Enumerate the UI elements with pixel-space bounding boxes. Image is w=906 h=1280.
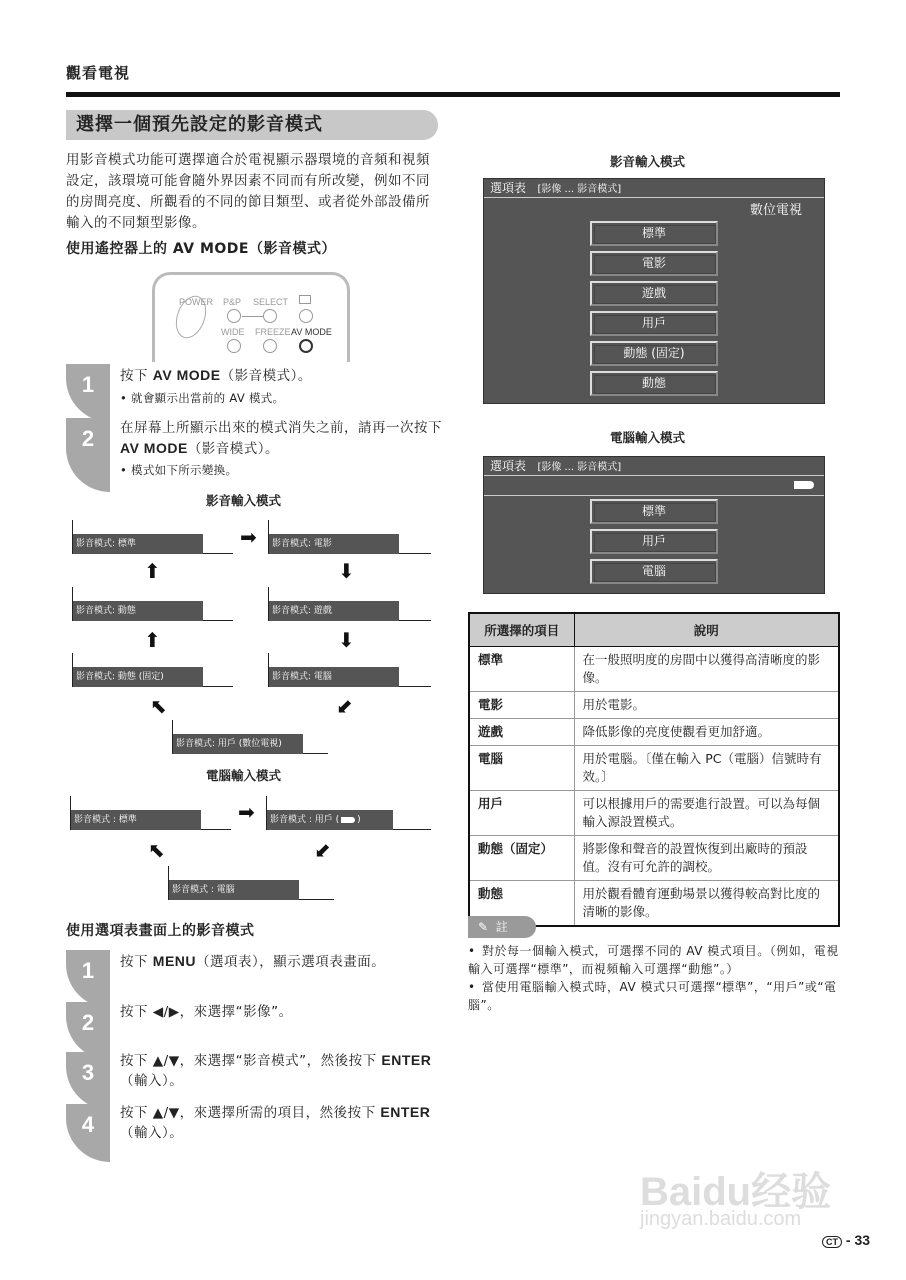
- remote-label-avmode: AV MODE: [291, 327, 332, 337]
- arrow-down-left-icon: ⬋: [336, 694, 353, 718]
- table-row: [469, 646, 839, 691]
- column-header: 所選擇的項目: [469, 613, 574, 646]
- remote-label-wide: WIDE: [221, 327, 245, 337]
- table-cell-item: 用戶: [469, 790, 574, 835]
- mode-box: 影音模式: 用戶 (數位電視): [172, 720, 327, 754]
- table-cell-item: 動態（固定）: [469, 835, 574, 880]
- table-cell-item: 動態: [469, 880, 574, 926]
- remote-label-freeze: FREEZE: [255, 327, 291, 337]
- column-header: 說明: [574, 613, 839, 646]
- table-cell-desc: 用於電腦。〔僅在輸入 PC（電腦）信號時有效。〕: [574, 745, 839, 790]
- section-label: 觀看電視: [66, 64, 131, 82]
- table-cell-desc: 用於觀看體育運動場景以獲得較高對比度的清晰的影像。: [574, 880, 839, 926]
- table-row: [469, 745, 839, 790]
- menu-option-standard[interactable]: 標準: [590, 221, 718, 246]
- teletext-icon: [299, 295, 311, 304]
- mode-description-table: [468, 612, 840, 927]
- step-bullet: • 模式如下所示變換。: [120, 463, 238, 477]
- step-badge: 1: [66, 950, 110, 1008]
- menu-option-pc[interactable]: 電腦: [590, 559, 718, 584]
- remote-illustration: [152, 272, 350, 362]
- flow-title-av: 影音輸入模式: [206, 493, 282, 508]
- arrow-right-icon: ➡: [238, 800, 255, 824]
- table-cell-desc: 可以根據用戶的需要進行設置。可以為每個輸入源設置模式。: [574, 790, 839, 835]
- table-cell-desc: 用於電影。: [574, 691, 839, 718]
- input-source-label: 數位電視: [749, 203, 802, 218]
- table-cell-item: 標準: [469, 646, 574, 691]
- mode-box: 影音模式: 電腦: [268, 653, 430, 687]
- screen-title-av: 影音輸入模式: [610, 154, 686, 169]
- step-badge: 4: [66, 1104, 110, 1162]
- page-title: 選擇一個預先設定的影音模式: [66, 110, 438, 140]
- pencil-icon: ✎: [478, 920, 489, 934]
- menu-header: 選項表 [影像 ... 影音模式]: [484, 179, 824, 198]
- pp-button[interactable]: [227, 309, 241, 323]
- arrow-down-left-icon: ⬋: [314, 838, 331, 862]
- remote-label-select: SELECT: [253, 297, 289, 307]
- table-cell-item: 電影: [469, 691, 574, 718]
- step-badge: 3: [66, 1052, 110, 1110]
- note-label: ✎ 註: [468, 916, 536, 938]
- wide-button[interactable]: [227, 339, 241, 353]
- menu-option-dynamic[interactable]: 動態: [590, 371, 718, 396]
- tv-menu-screen-pc: [483, 456, 825, 594]
- watermark-logo: Baidu经验: [640, 1170, 832, 1214]
- watermark-url: jingyan.baidu.com: [640, 1208, 802, 1230]
- mode-box: 影音模式: 動態: [72, 587, 232, 621]
- mode-box: 影音模式: 動態 (固定): [72, 653, 232, 687]
- menu-header: 選項表 [影像 ... 影音模式]: [484, 457, 824, 476]
- note-item: • 當使用電腦輸入模式時，AV 模式只可選擇“標準”，“用戶”或“電腦”。: [468, 980, 837, 1012]
- table-cell-item: 電腦: [469, 745, 574, 790]
- pc-input-icon: [794, 481, 814, 489]
- mode-box: 影音模式: 電影: [268, 520, 430, 554]
- page-number: CT - 33: [822, 1232, 870, 1248]
- step-bullet: • 就會顯示出當前的 AV 模式。: [120, 391, 285, 405]
- table-header-row: [469, 613, 839, 646]
- top-rule: [66, 92, 840, 97]
- step-text: 按下 ◀/▶，來選擇“影像”。: [120, 1004, 293, 1020]
- arrow-down-icon: ⬇: [338, 559, 355, 583]
- user-custom-icon: [341, 817, 355, 823]
- remote-label-power: POWER: [179, 297, 214, 307]
- remote-label-pp: P&P: [223, 297, 242, 307]
- screen-title-pc: 電腦輸入模式: [610, 430, 686, 445]
- step-text: 按下 ▲/▼，來選擇“影音模式”，然後按下 ENTER（輸入）。: [120, 1052, 432, 1089]
- menu-option-standard[interactable]: 標準: [590, 499, 718, 524]
- step-text: 按下 ▲/▼，來選擇所需的項目，然後按下 ENTER（輸入）。: [120, 1104, 431, 1141]
- table-row: [469, 835, 839, 880]
- arrow-up-left-icon: ⬉: [150, 694, 167, 718]
- menu-option-user[interactable]: 用戶: [590, 529, 718, 554]
- mode-box: 影音模式 : 用戶 ( ): [266, 796, 430, 830]
- table-cell-desc: 降低影像的亮度使觀看更加舒適。: [574, 718, 839, 745]
- table-cell-desc: 在一般照明度的房間中以獲得高清晰度的影像。: [574, 646, 839, 691]
- mode-box: 影音模式 : 電腦: [168, 866, 333, 900]
- table-row: [469, 718, 839, 745]
- step-badge: 1: [66, 364, 110, 422]
- freeze-button[interactable]: [263, 339, 277, 353]
- select-button[interactable]: [263, 309, 277, 323]
- arrow-right-icon: ➡: [240, 525, 257, 549]
- mode-box: 影音模式 : 標準: [70, 796, 230, 830]
- mode-box: 影音模式: 遊戲: [268, 587, 430, 621]
- step-text: 按下 AV MODE（影音模式）。: [120, 367, 312, 384]
- table-row: [469, 691, 839, 718]
- arrow-down-icon: ⬇: [338, 628, 355, 652]
- table-row: [469, 790, 839, 835]
- arrow-up-left-icon: ⬉: [148, 838, 165, 862]
- menu-option-movie[interactable]: 電影: [590, 251, 718, 276]
- flow-title-pc: 電腦輸入模式: [206, 768, 282, 783]
- arrow-up-icon: ⬆: [144, 559, 161, 583]
- step-text: 在屏幕上所顯示出來的模式消失之前，請再一次按下 AV MODE（影音模式）。: [120, 420, 442, 457]
- mode-box: 影音模式: 標準: [72, 520, 232, 554]
- step-text: 按下 MENU（選項表），顯示選項表畫面。: [120, 953, 386, 970]
- menu-option-user[interactable]: 用戶: [590, 311, 718, 336]
- menu-heading: 使用選項表畫面上的影音模式: [66, 923, 255, 939]
- button-link-line: [242, 316, 264, 317]
- tv-menu-screen-av: [483, 178, 825, 404]
- arrow-up-icon: ⬆: [144, 628, 161, 652]
- step-badge: 2: [66, 1002, 110, 1060]
- intro-paragraph: 用影音模式功能可選擇適合於電視顯示器環境的音頻和視頻設定，該環境可能會隨外界因素不同而有所改變，例如不同的房間亮度、所觀看的不同的節目類型、或者從外部設備所輸入的不同類型影像。: [66, 152, 430, 231]
- av-mode-button[interactable]: [299, 339, 313, 353]
- menu-option-game[interactable]: 遊戲: [590, 281, 718, 306]
- table-cell-desc: 將影像和聲音的設置恢復到出廠時的預設值。沒有可允許的調校。: [574, 835, 839, 880]
- table-cell-item: 遊戲: [469, 718, 574, 745]
- menu-option-dynamic-fixed[interactable]: 動態 (固定): [590, 341, 718, 366]
- step-badge: 2: [66, 418, 110, 492]
- teletext-button[interactable]: [299, 309, 313, 323]
- menu-divider: [484, 495, 824, 496]
- remote-heading: 使用遙控器上的 AV MODE（影音模式）: [66, 241, 336, 257]
- note-item: • 對於每一個輸入模式，可選擇不同的 AV 模式項目。（例如，電視輸入可選擇“標準”，而視頻輸入可選擇“動態”。）: [468, 944, 839, 976]
- language-badge: CT: [822, 1236, 842, 1248]
